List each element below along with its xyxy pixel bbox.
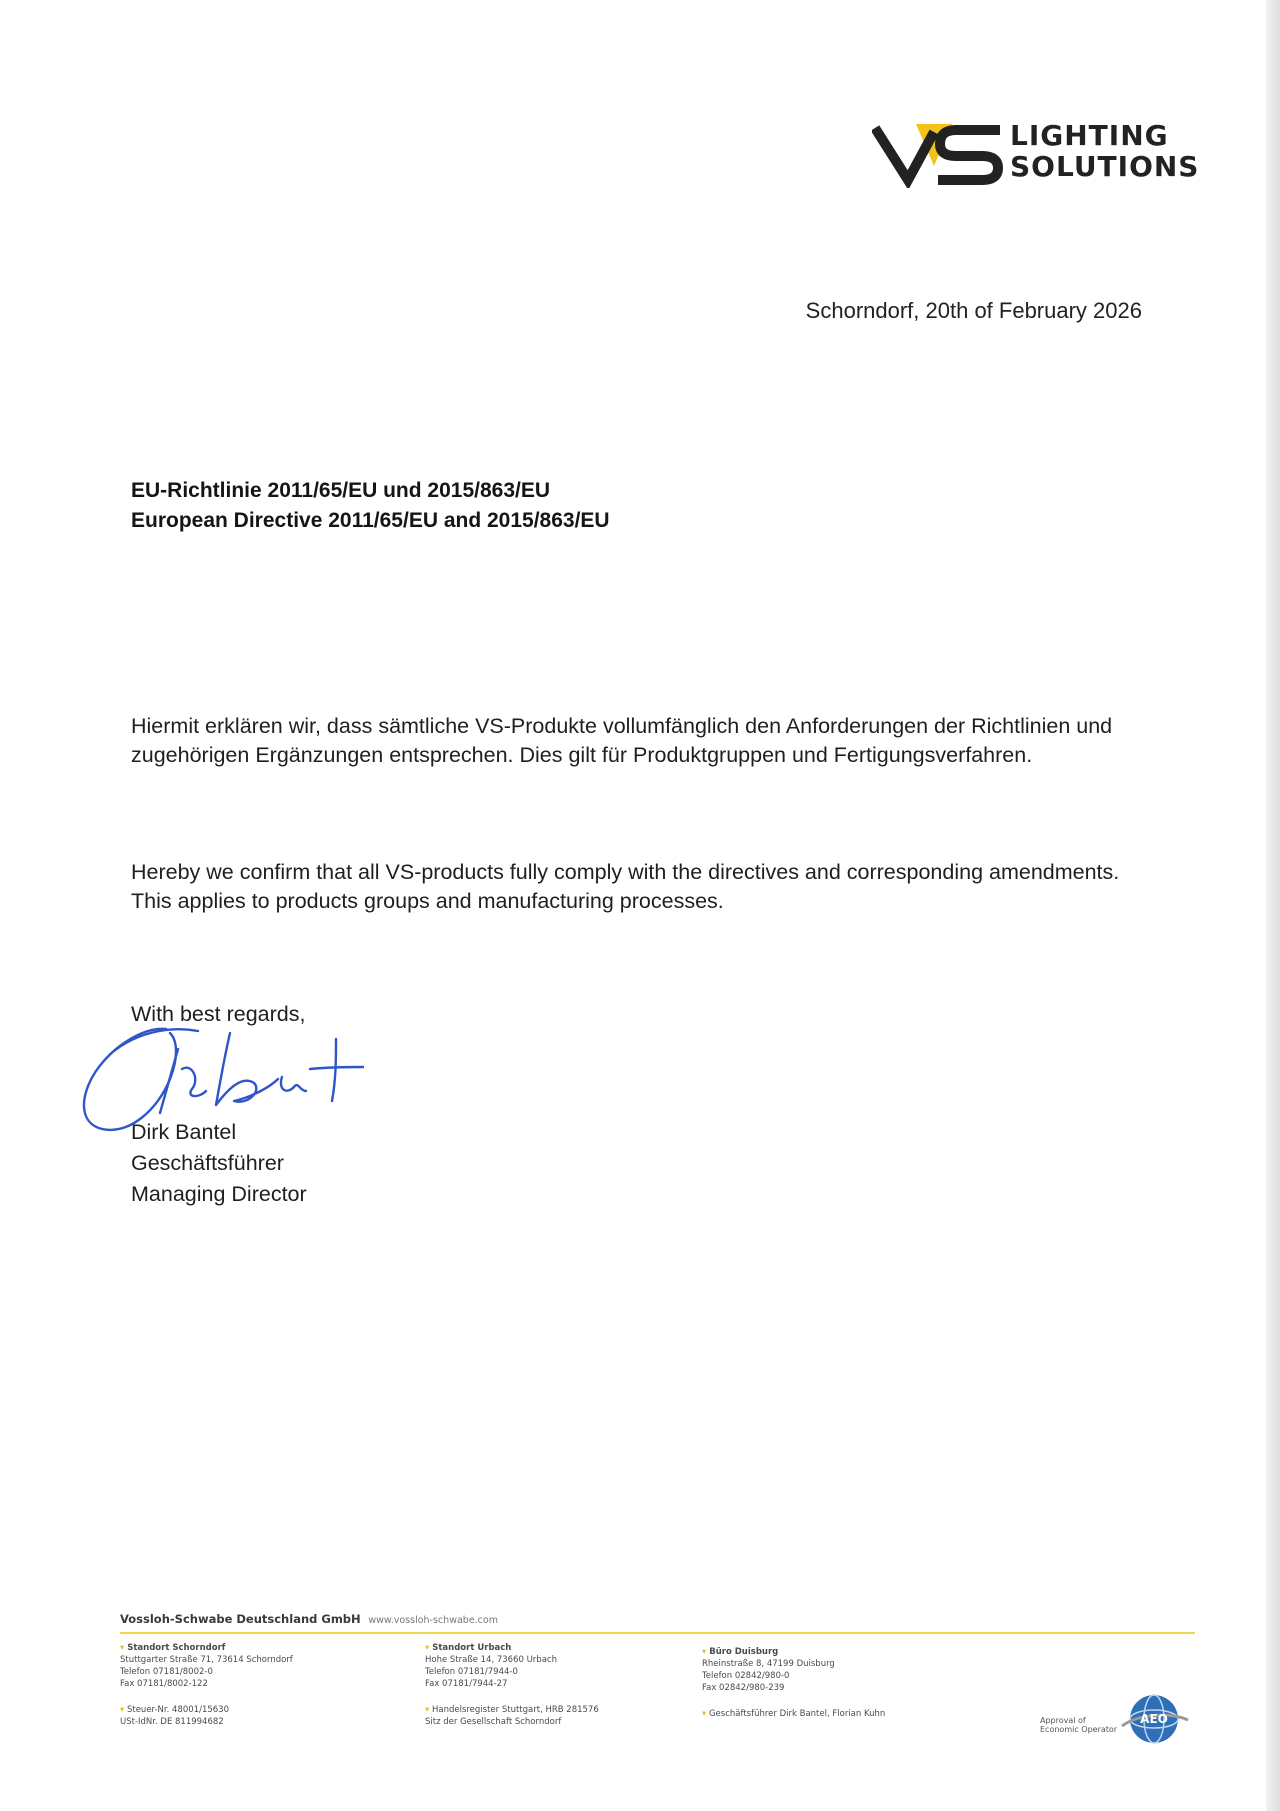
footer-col1-line3: Fax 07181/8002-122 [120, 1679, 208, 1689]
signer-block [131, 1117, 307, 1210]
page-edge [1266, 0, 1280, 1811]
footer-col2-line1: Hohe Straße 14, 73660 Urbach [425, 1655, 557, 1665]
logo-wordmark [1010, 120, 1199, 182]
footer-col1-note2: USt-IdNr. DE 811994682 [120, 1717, 224, 1727]
vs-logo-icon [872, 122, 1004, 188]
footer-website: www.vossloh-schwabe.com [368, 1615, 498, 1626]
footer-col2-heading: ▾ Standort Urbach [425, 1642, 599, 1654]
footer-col2-note1: ▾ Handelsregister Stuttgart, HRB 281576 [425, 1704, 599, 1716]
footer-col3-line2: Telefon 02842/980-0 [702, 1671, 790, 1681]
footer-col1-note1: ▾ Steuer-Nr. 48001/15630 [120, 1704, 293, 1716]
logo-line-2: SOLUTIONS [1010, 150, 1200, 183]
closing-line: With best regards, [131, 1002, 306, 1026]
footer-divider [120, 1632, 1195, 1634]
paragraph-german: Hiermit erklären wir, dass sämtliche VS-Produkte vollumfänglich den Anforderungen der Richtlinien und zugehörigen Ergänzungen entsprechen. Dies gilt für Produktgruppen und Fertigungsverfahren. [131, 714, 1113, 767]
aeo-badge-text: AEO [1140, 1712, 1168, 1726]
footer-col1-heading: ▾ Standort Schorndorf [120, 1642, 293, 1654]
signer-title-en: Managing Director [131, 1182, 307, 1206]
subject-line-de: EU-Richtlinie 2011/65/EU und 2015/863/EU [131, 479, 551, 502]
footer-col3-note1: ▾ Geschäftsführer Dirk Bantel, Florian Kuhn [702, 1708, 885, 1720]
letter-footer [120, 1612, 1195, 1752]
subject-line-en: European Directive 2011/65/EU and 2015/863/EU [131, 509, 610, 532]
footer-col2-line3: Fax 07181/7944-27 [425, 1679, 508, 1689]
footer-column-2 [425, 1642, 599, 1728]
aeo-globe-icon [1118, 1692, 1190, 1746]
letter-date: Schorndorf, 20th of February 2026 [805, 298, 1142, 323]
footer-col3-line1: Rheinstraße 8, 47199 Duisburg [702, 1659, 835, 1669]
aeo-certification [1040, 1692, 1195, 1747]
aeo-caption-line2: Economic Operator [1040, 1725, 1118, 1734]
footer-column-3 [702, 1646, 885, 1720]
aeo-caption-line1: Approval of [1040, 1716, 1086, 1725]
company-logo [872, 118, 1202, 196]
footer-col3-heading: ▾ Büro Duisburg [702, 1646, 885, 1658]
footer-col3-line3: Fax 02842/980-239 [702, 1683, 785, 1693]
footer-col1-line1: Stuttgarter Straße 71, 73614 Schorndorf [120, 1655, 293, 1665]
footer-col2-note2: Sitz der Gesellschaft Schorndorf [425, 1717, 562, 1727]
signer-title-de: Geschäftsführer [131, 1151, 284, 1175]
aeo-caption [1040, 1716, 1117, 1734]
footer-header [120, 1612, 498, 1626]
signer-name: Dirk Bantel [131, 1120, 237, 1144]
footer-col2-line2: Telefon 07181/7944-0 [425, 1667, 518, 1677]
footer-company: Vossloh-Schwabe Deutschland GmbH [120, 1612, 361, 1626]
footer-col1-line2: Telefon 07181/8002-0 [120, 1667, 213, 1677]
footer-column-1 [120, 1642, 293, 1728]
letter-subject [131, 476, 610, 536]
logo-line-1: LIGHTING [1010, 119, 1169, 152]
paragraph-english: Hereby we confirm that all VS-products fully comply with the directives and corresponding amendments. This applies to products groups and manufacturing processes. [131, 860, 1120, 913]
